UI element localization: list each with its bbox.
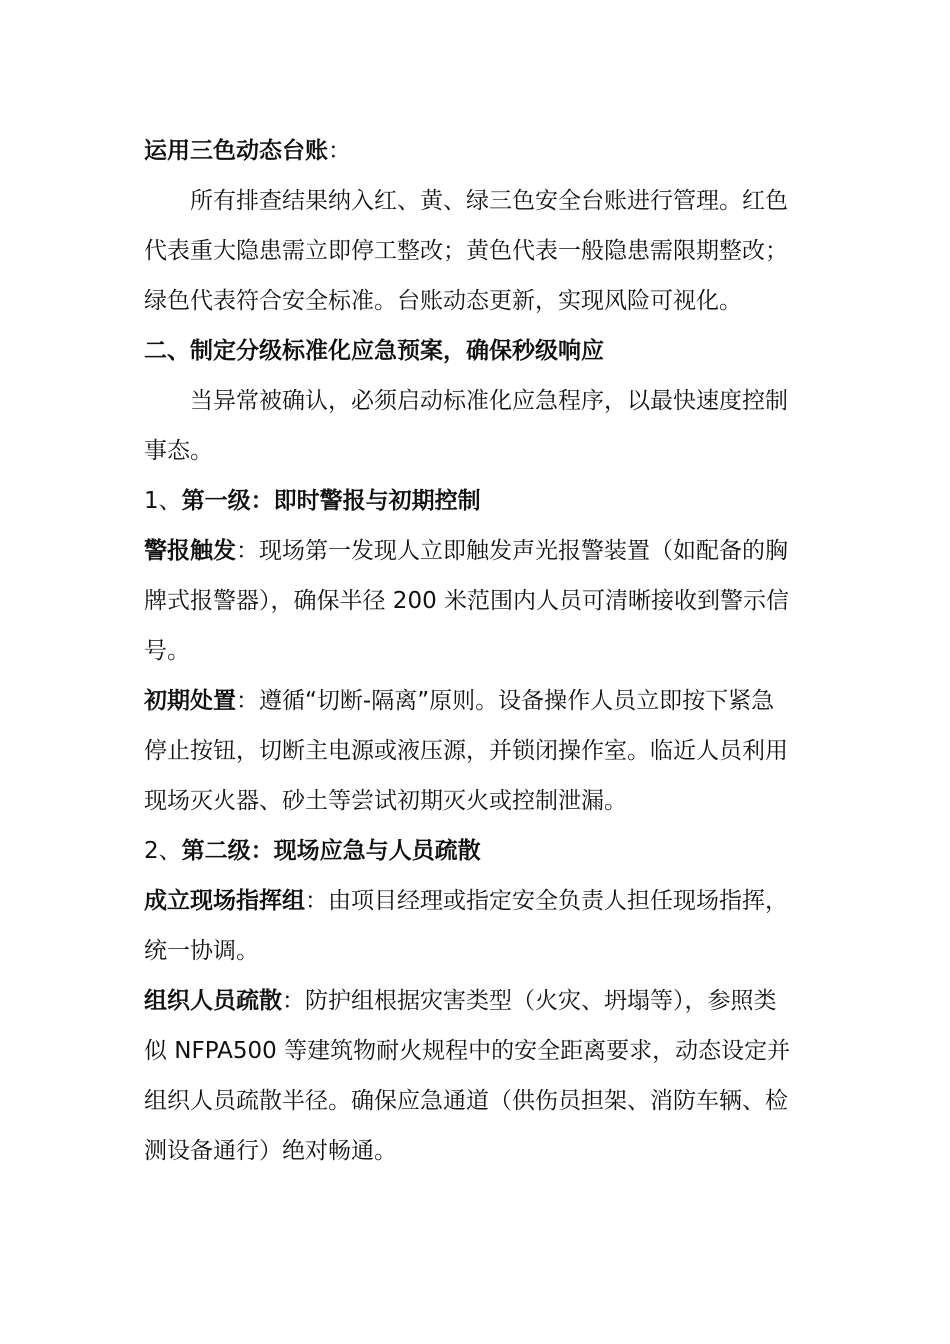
- ledger-paragraph-line-1: 所有排查结果纳入红、黄、绿三色安全台账进行管理。红色: [190, 188, 788, 214]
- initial-handling-line-2: 停止按钮，切断主电源或液压源，并锁闭操作室。临近人员利用: [144, 738, 788, 764]
- initial-handling-line-3: 现场灭火器、砂土等尝试初期灭火或控制泄漏。: [144, 788, 627, 814]
- ledger-heading-colon: ：: [328, 138, 351, 164]
- initial-handling-label: 初期处置: [144, 688, 236, 714]
- section-2-intro-line-2: 事态。: [144, 438, 213, 464]
- command-group-label: 成立现场指挥组: [144, 888, 305, 914]
- level-1-number: 1、: [144, 488, 182, 514]
- level-1-title: 第一级：即时警报与初期控制: [181, 488, 481, 514]
- ledger-heading-line: [144, 126, 810, 176]
- evacuation-colon: ：: [282, 988, 305, 1014]
- evacuation-line-1: [144, 976, 810, 1026]
- initial-handling-text: 遵循“切断-隔离”原则。设备操作人员立即按下紧急: [259, 688, 775, 714]
- alarm-trigger-colon: ：: [236, 538, 259, 564]
- initial-handling-colon: ：: [236, 688, 259, 714]
- level-2-number: 2、: [144, 838, 182, 864]
- command-group-line-2: 统一协调。: [144, 938, 259, 964]
- level-2-title: 第二级：现场应急与人员疏散: [181, 838, 481, 864]
- level-2-heading: [144, 826, 810, 876]
- evacuation-label: 组织人员疏散: [144, 988, 282, 1014]
- command-group-line-1: [144, 876, 810, 926]
- ledger-paragraph-line-3: 绿色代表符合安全标准。台账动态更新，实现风险可视化。: [144, 288, 742, 314]
- alarm-trigger-line-1: [144, 526, 810, 576]
- alarm-trigger-line-2: 牌式报警器），确保半径 200 米范围内人员可清晰接收到警示信: [144, 588, 790, 614]
- ledger-heading: 运用三色动态台账: [144, 138, 328, 164]
- document-page: [144, 126, 810, 1176]
- command-group-colon: ：: [305, 888, 328, 914]
- section-2-intro-line-1: 当异常被确认，必须启动标准化应急程序，以最快速度控制: [190, 388, 788, 414]
- alarm-trigger-text: 现场第一发现人立即触发声光报警装置（如配备的胸: [259, 538, 788, 564]
- ledger-paragraph-line-2: 代表重大隐患需立即停工整改；黄色代表一般隐患需限期整改；: [144, 238, 788, 264]
- initial-handling-line-1: [144, 676, 810, 726]
- alarm-trigger-line-3: 号。: [144, 638, 190, 664]
- level-1-heading: [144, 476, 810, 526]
- evacuation-line-4: 测设备通行）绝对畅通。: [144, 1138, 397, 1164]
- section-2-title: 二、制定分级标准化应急预案，确保秒级响应: [144, 338, 604, 364]
- command-group-text: 由项目经理或指定安全负责人担任现场指挥，: [328, 888, 788, 914]
- evacuation-line-2: 似 NFPA500 等建筑物耐火规程中的安全距离要求，动态设定并: [144, 1038, 791, 1064]
- evacuation-line-3: 组织人员疏散半径。确保应急通道（供伤员担架、消防车辆、检: [144, 1088, 788, 1114]
- alarm-trigger-label: 警报触发: [144, 538, 236, 564]
- evacuation-text: 防护组根据灾害类型（火灾、坍塌等），参照类: [305, 988, 777, 1014]
